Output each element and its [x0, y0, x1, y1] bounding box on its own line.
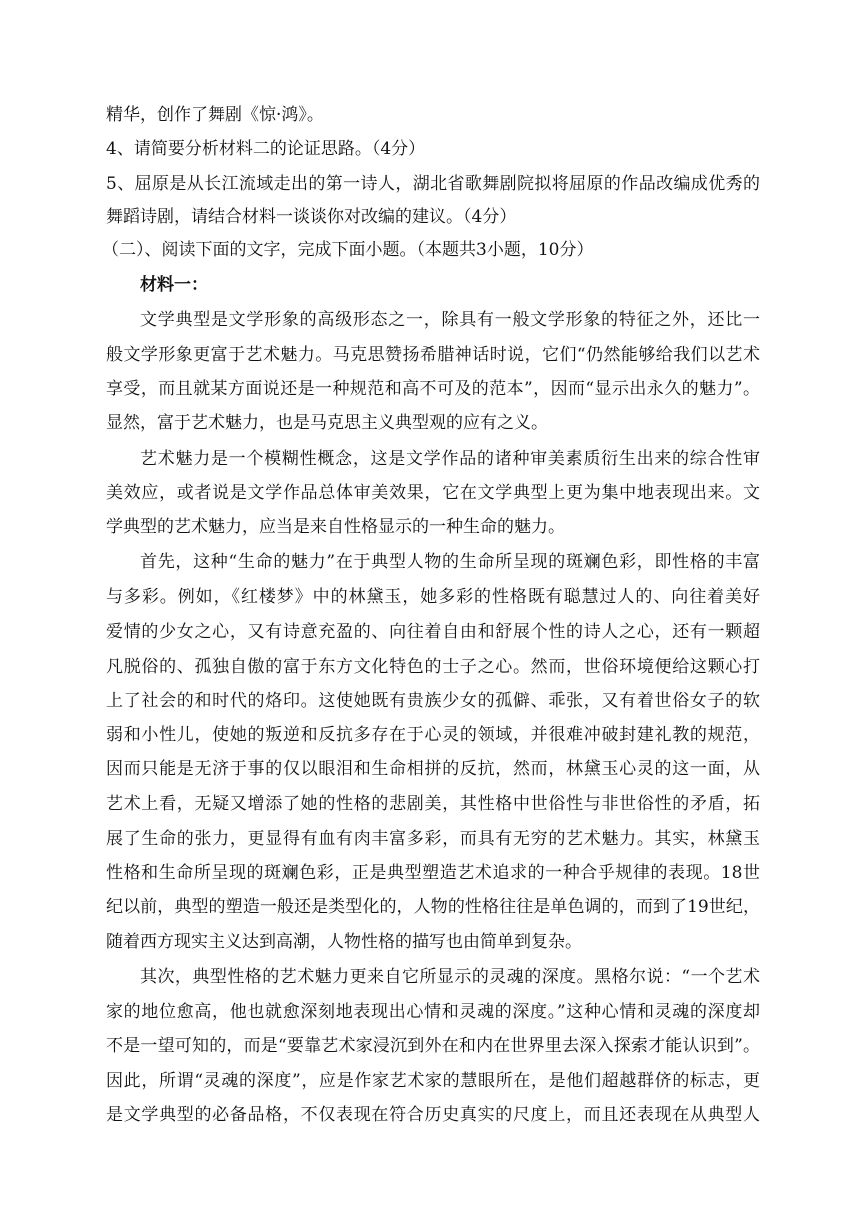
paragraph-line: 纪以前，典型的塑造一般还是类型化的，人物的性格往往是单色调的，而到了19世纪，	[106, 897, 760, 917]
paragraph-line: 艺术上看，无疑又增添了她的性格的悲剧美，其性格中世俗性与非世俗性的矛盾，拓	[106, 794, 760, 814]
paragraph-line: 美效应，或者说是文学作品总体审美效果，它在文学典型上更为集中地表现出来。文	[106, 483, 760, 503]
text-line: 精华，创作了舞剧《惊·鸿》。	[106, 105, 324, 125]
paragraph-line: 性格和生命所呈现的斑斓色彩，正是典型塑造艺术追求的一种合乎规律的表现。18世	[106, 863, 760, 883]
paragraph-line: 因而只能是无济于事的仅以眼泪和生命相拼的反抗，然而，林黛玉心灵的这一面，从	[106, 759, 760, 779]
paragraph-line: 家的地位愈高，他也就愈深刻地表现出心情和灵魂的深度。”这种心情和灵魂的深度却	[106, 1002, 760, 1022]
paragraph-line: 文学典型是文学形象的高级形态之一，除具有一般文学形象的特征之外，还比一	[140, 310, 760, 330]
paragraph-line: 不是一望可知的，而是“要靠艺术家浸沉到外在和内在世界里去深入探索才能认识到”。	[106, 1036, 760, 1056]
paragraph-line: 爱情的少女之心，又有诗意充盈的、向往着自由和舒展个性的诗人之心，还有一颗超	[106, 622, 760, 642]
paragraph-line: 首先，这种“生命的魅力”在于典型人物的生命所呈现的斑斓色彩，即性格的丰富	[140, 552, 760, 572]
paragraph-line: 般文学形象更富于艺术魅力。马克思赞扬希腊神话时说，它们“仍然能够给我们以艺术	[106, 345, 760, 365]
paragraph-line: 上了社会的和时代的烙印。这使她既有贵族少女的孤僻、乖张，又有着世俗女子的软	[106, 691, 760, 711]
paragraph-line: 显然，富于艺术魅力，也是马克思主义典型观的应有之义。	[106, 413, 548, 433]
section-heading: （二）、阅读下面的文字，完成下面小题。（本题共3小题，10分）	[102, 240, 594, 260]
paragraph-line: 学典型的艺术魅力，应当是来自性格显示的一种生命的魅力。	[106, 517, 565, 537]
paragraph-line: 随着西方现实主义达到高潮，人物性格的描写也由简单到复杂。	[106, 932, 582, 952]
paragraph-line: 弱和小性儿，使她的叛逆和反抗多存在于心灵的领域，并很难冲破封建礼教的规范，	[106, 725, 760, 745]
question-4: 4、请简要分析材料二的论证思路。（4分）	[106, 139, 426, 159]
paragraph-line: 艺术魅力是一个模糊性概念，这是文学作品的诸种审美素质衍生出来的综合性审	[140, 449, 760, 469]
question-5-continued: 舞蹈诗剧，请结合材料一谈谈你对改编的建议。（4分）	[106, 207, 517, 227]
question-5: 5、屈原是从长江流域走出的第一诗人，湖北省歌舞剧院拟将屈原的作品改编成优秀的	[106, 174, 760, 194]
paragraph-line: 因此，所谓“灵魂的深度”，应是作家艺术家的慧眼所在，是他们超越群侪的标志，更	[106, 1071, 760, 1091]
paragraph-line: 凡脱俗的、孤独自傲的富于东方文化特色的士子之心。然而，世俗环境便给这颗心打	[106, 657, 760, 677]
paragraph-line: 展了生命的张力，更显得有血有肉丰富多彩，而具有无穷的艺术魅力。其实，林黛玉	[106, 829, 760, 849]
paragraph-line: 是文学典型的必备品格，不仅表现在符合历史真实的尺度上，而且还表现在从典型人	[106, 1105, 760, 1125]
paragraph-line: 享受，而且就某方面说还是一种规范和高不可及的范本”，因而“显示出永久的魅力”。	[106, 379, 760, 399]
material-heading: 材料一：	[140, 275, 208, 295]
paragraph-line: 与多彩。例如，《红楼梦》中的林黛玉，她多彩的性格既有聪慧过人的、向往着美好	[106, 587, 760, 607]
paragraph-line: 其次，典型性格的艺术魅力更来自它所显示的灵魂的深度。黑格尔说：“一个艺术	[140, 967, 760, 987]
